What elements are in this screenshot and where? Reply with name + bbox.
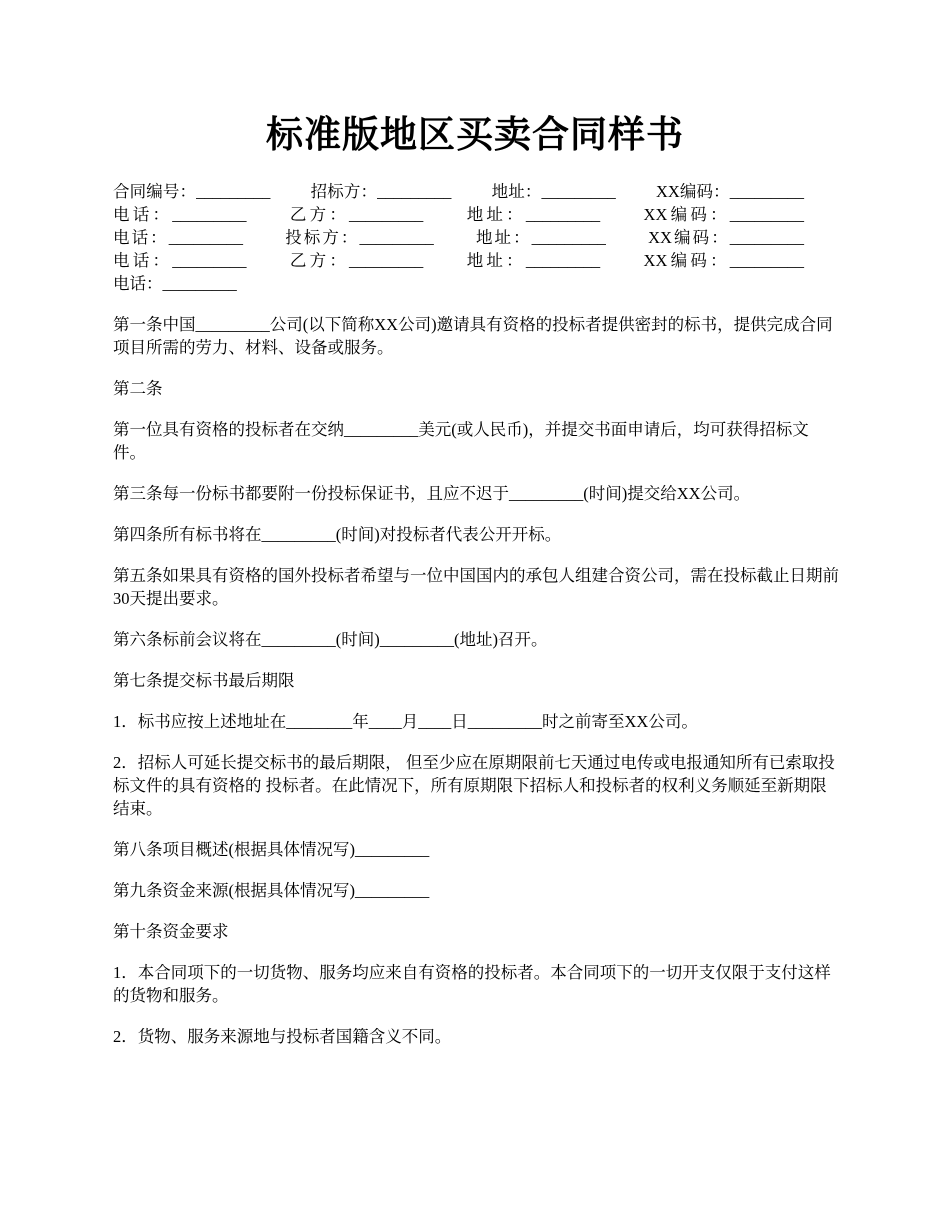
field-phone: 电话：_________ [113,228,243,247]
field-postcode: XX编码：_________ [643,251,805,270]
clause-7-item-2: 2．招标人可延长提交标书的最后期限， 但至少应在原期限前七天通过电传或电报通知所有已索取投标文件的具有资格的 投标者。在此情况下，所有原期限下招标人和投标者的权利义务顺延至新期限结束。 [113,753,835,818]
field-phone: 电话：_________ [113,251,247,270]
field-phone: 电话：_________ [113,274,237,293]
clause-4: 第四条所有标书将在_________(时间)对投标者代表公开开标。 [113,525,562,544]
field-address: 地址：_________ [475,228,606,247]
field-postcode: XX编码：_________ [655,182,805,201]
contract-header-fields [113,180,840,295]
field-address: 地址：_________ [466,251,601,270]
field-phone: 电话：_________ [113,205,247,224]
clause-6: 第六条标前会议将在_________(时间)_________(地址)召开。 [113,630,548,649]
clause-10-heading: 第十条资金要求 [113,922,229,941]
clause-7-heading: 第七条提交标书最后期限 [113,671,295,690]
field-party-b: 乙方：_________ [289,205,424,224]
clause-3: 第三条每一份标书都要附一份投标保证书，且应不迟于_________(时间)提交给XX公司。 [113,484,751,503]
field-contract-number: 合同编号：_________ [113,182,271,201]
field-tenderer: 招标方：_________ [310,182,452,201]
document-body [113,180,840,1066]
clause-10-item-1: 1．本合同项下的一切货物、服务均应来自有资格的投标者。本合同项下的一切开支仅限于支付这样的货物和服务。 [113,963,831,1005]
document-title: 标准版地区买卖合同样书 [266,115,684,156]
clause-7-item-1: 1．标书应按上述地址在________年____月____日_________时之前寄至XX公司。 [113,712,698,731]
clause-10-item-2: 2．货物、服务来源地与投标者国籍含义不同。 [113,1027,452,1046]
clause-2-heading: 第二条 [113,379,163,398]
field-postcode: XX编码：_________ [648,228,805,247]
clause-5: 第五条如果具有资格的国外投标者希望与一位中国国内的承包人组建合资公司，需在投标截止日期前30天提出要求。 [113,566,839,608]
clause-1: 第一条中国_________公司(以下简称XX公司)邀请具有资格的投标者提供密封的标书，提供完成合同项目所需的劳力、材料、设备或服务。 [113,315,833,357]
field-bidder: 投标方：_________ [285,228,434,247]
field-address: 地址：_________ [491,182,616,201]
clause-9: 第九条资金来源(根据具体情况写)_________ [113,881,430,900]
clause-2-text: 第一位具有资格的投标者在交纳_________美元(或人民币)，并提交书面申请后，均可获得招标文件。 [113,420,809,462]
field-address: 地址：_________ [466,205,601,224]
field-party-b: 乙方：_________ [289,251,424,270]
clause-8: 第八条项目概述(根据具体情况写)_________ [113,840,430,859]
field-postcode: XX编码：_________ [643,205,805,224]
